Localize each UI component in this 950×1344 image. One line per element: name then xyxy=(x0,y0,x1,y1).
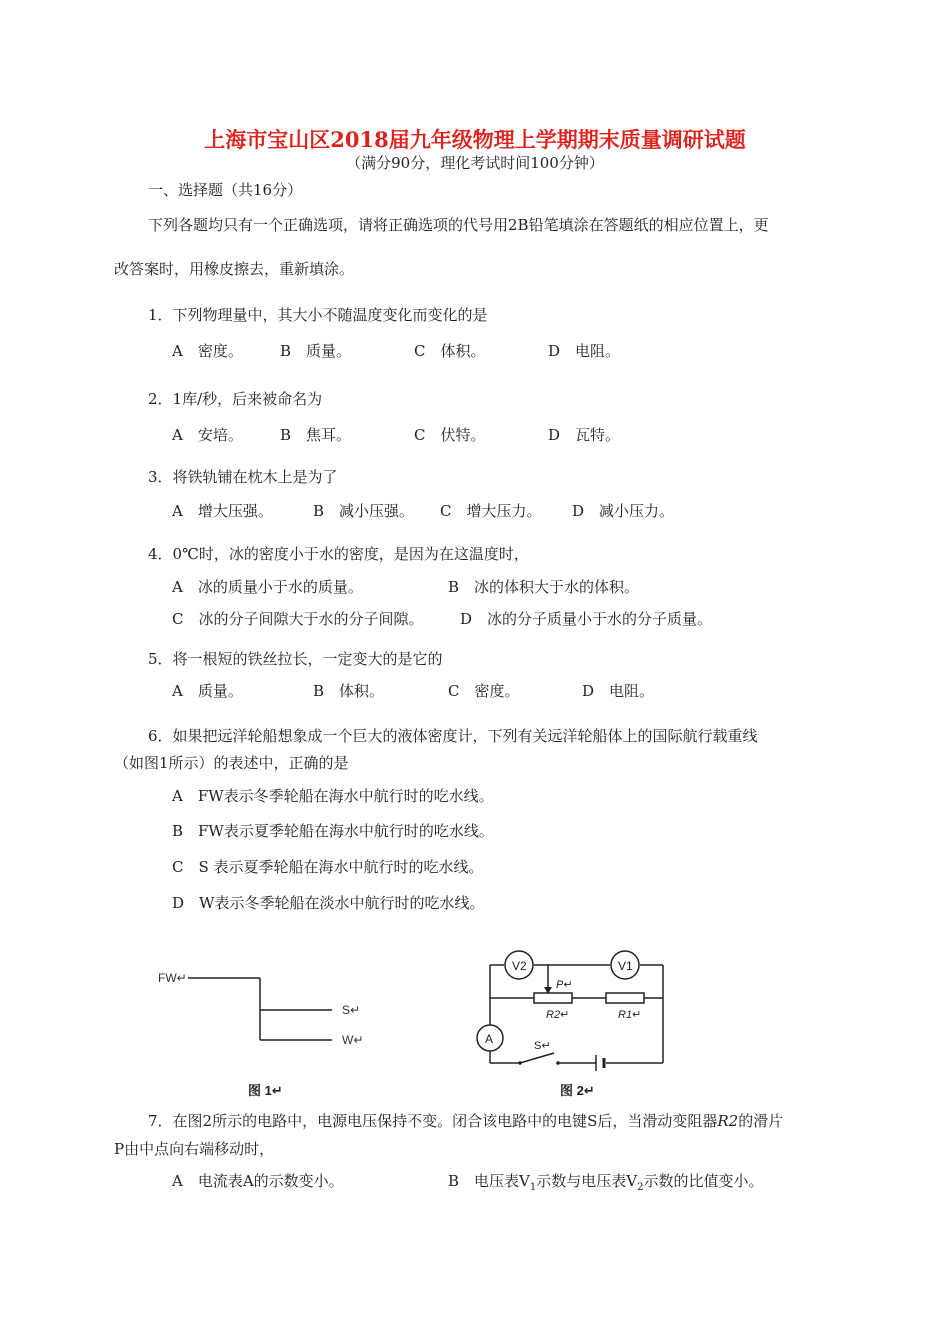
figure-1-label-w: W↵ xyxy=(342,1033,364,1047)
question-1-option-b: B 质量。 xyxy=(280,342,352,360)
question-4-option-d: D 冰的分子质量小于水的分子质量。 xyxy=(460,610,713,628)
question-3-option-d: D 减小压力。 xyxy=(572,502,675,520)
question-5-option-b: B 体积。 xyxy=(313,682,385,700)
question-7-option-b xyxy=(448,1170,763,1193)
switch-contact xyxy=(556,1061,560,1065)
figure-1-caption: 图 1↵ xyxy=(248,1083,283,1098)
question-6-option-a: A FW表示冬季轮船在海水中航行时的吃水线。 xyxy=(172,787,494,805)
instruction-line-2: 改答案时，用橡皮擦去，重新填涂。 xyxy=(114,260,355,278)
switch-pivot xyxy=(518,1061,522,1065)
question-4-stem: 4．0℃时，冰的密度小于水的密度，是因为在这温度时， xyxy=(148,545,529,563)
question-7-r2-symbol: R2 xyxy=(717,1112,739,1130)
question-5-option-a: A 质量。 xyxy=(172,682,243,700)
option-b-text-1: B 电压表V xyxy=(448,1172,530,1190)
question-6-stem-line-2: （如图1所示）的表述中，正确的是 xyxy=(114,754,349,772)
question-2-option-c: C 伏特。 xyxy=(414,426,486,444)
section-heading: 一、选择题（共16分） xyxy=(148,181,303,199)
question-4-option-c: C 冰的分子间隙大于水的分子间隙。 xyxy=(172,610,424,628)
question-7-stem-end: 的滑片 xyxy=(738,1112,784,1130)
question-6-option-c: C S 表示夏季轮船在海水中航行时的吃水线。 xyxy=(172,858,484,876)
question-2-option-d: D 瓦特。 xyxy=(548,426,621,444)
figure-1-load-line-diagram xyxy=(150,960,390,1105)
question-1-stem: 1．下列物理量中，其大小不随温度变化而变化的是 xyxy=(148,306,488,324)
resistor-r2-label: R2↵ xyxy=(546,1009,570,1021)
figure-1-label-fw: FW↵ xyxy=(158,971,187,985)
instruction-line-1: 下列各题均只有一个正确选项，请将正确选项的代号用2B铅笔填涂在答题纸的相应位置上，更 xyxy=(148,216,769,234)
slider-label: P↵ xyxy=(556,979,573,991)
ammeter-label: A xyxy=(485,1032,494,1046)
question-3-option-a: A 增大压强。 xyxy=(172,502,273,520)
question-1-option-c: C 体积。 xyxy=(414,342,486,360)
resistor-r1 xyxy=(606,993,644,1003)
question-4-option-a: A 冰的质量小于水的质量。 xyxy=(172,578,363,596)
resistor-r2 xyxy=(534,993,572,1003)
question-1-option-a: A 密度。 xyxy=(172,342,243,360)
figure-1-label-s: S↵ xyxy=(342,1003,361,1017)
question-7-option-a: A 电流表A的示数变小。 xyxy=(172,1172,344,1190)
question-7-stem-text: 7．在图2所示的电路中，电源电压保持不变。闭合该电路中的电键S后，当滑动变阻器 xyxy=(148,1112,718,1130)
switch-label: S↵ xyxy=(534,1040,551,1052)
option-b-text-3: 示数的比值变小。 xyxy=(643,1172,764,1190)
page-title: 上海市宝山区2018届九年级物理上学期期末质量调研试题 xyxy=(204,127,746,152)
question-2-option-a: A 安培。 xyxy=(172,426,243,444)
figure-2-circuit-diagram xyxy=(470,945,680,1105)
question-4-option-b: B 冰的体积大于水的体积。 xyxy=(448,578,640,596)
question-7-stem-line-2: P由中点向右端移动时， xyxy=(114,1140,275,1158)
question-5-option-c: C 密度。 xyxy=(448,682,520,700)
question-2-stem: 2．1库/秒，后来被命名为 xyxy=(148,390,323,408)
question-2-option-b: B 焦耳。 xyxy=(280,426,352,444)
question-5-stem: 5．将一根短的铁丝拉长，一定变大的是它的 xyxy=(148,650,443,668)
question-6-option-d: D W表示冬季轮船在淡水中航行时的吃水线。 xyxy=(172,894,485,912)
question-3-option-c: C 增大压力。 xyxy=(440,502,542,520)
voltmeter-v2-label: V2 xyxy=(512,959,527,973)
option-b-sub-2: 2 xyxy=(637,1182,644,1193)
option-b-sub-1: 1 xyxy=(529,1182,537,1193)
resistor-r1-label: R1↵ xyxy=(618,1009,642,1021)
voltmeter-v1-label: V1 xyxy=(618,959,633,973)
option-b-text-2: 示数与电压表V xyxy=(536,1172,638,1190)
question-6-stem-line-1: 6．如果把远洋轮船想象成一个巨大的液体密度计，下列有关远洋轮船体上的国际航行载重线 xyxy=(148,727,758,745)
question-1-option-d: D 电阻。 xyxy=(548,342,621,360)
question-3-option-b: B 减小压强。 xyxy=(313,502,415,520)
figure-2-caption: 图 2↵ xyxy=(560,1083,595,1098)
question-7-stem-line-1 xyxy=(148,1110,783,1131)
page-subtitle: （满分90分，理化考试时间100分钟） xyxy=(346,154,604,172)
question-3-stem: 3．将铁轨铺在枕木上是为了 xyxy=(148,468,338,486)
question-6-option-b: B FW表示夏季轮船在海水中航行时的吃水线。 xyxy=(172,822,494,840)
question-5-option-d: D 电阻。 xyxy=(582,682,655,700)
